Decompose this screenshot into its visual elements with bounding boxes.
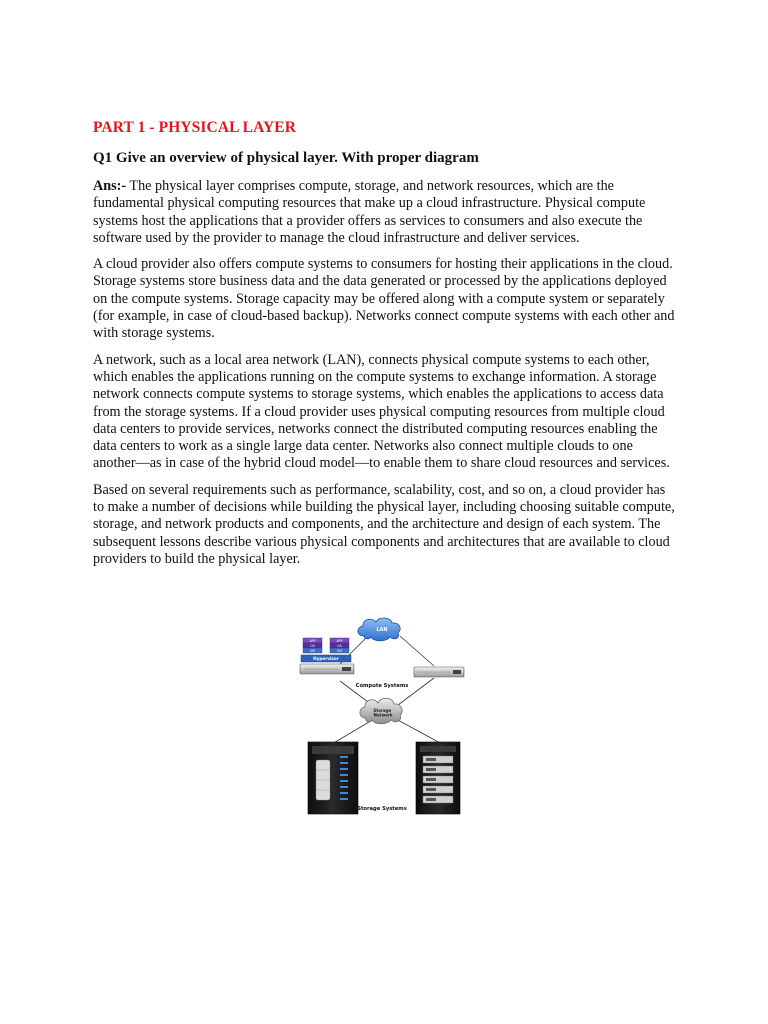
- storage-rack-left: [308, 742, 358, 814]
- vm-os-label-right: OS: [337, 644, 342, 648]
- storage-network-label: Storage Network: [373, 708, 393, 718]
- vm-vm-label-right: VM: [337, 649, 342, 653]
- vm-os-label-left: OS: [310, 644, 315, 648]
- paragraph-2: A cloud provider also offers compute systems to consumers for hosting their applications in the cloud. Storage systems store business data and the data generated or processed by the applications deployed on the compute systems. Storage capacity may be offered along with a compute system or separately (for example, in case of cloud-based backup). Networks connect compute systems with each other and with storage systems.: [93, 256, 675, 342]
- lan-cloud-icon: [358, 618, 400, 641]
- paragraph-3: A network, such as a local area network (LAN), connects physical compute systems to each other, which enables the applications running on the compute systems to exchange information. A storage network connects compute systems to storage systems, which enables the applications to access data from the storage systems. If a cloud provider uses physical computing resources from multiple cloud data centers to provide services, networks connect the distributed computing resources enabling the data centers to work as a single large data center. Networks also connect multiple clouds to one another—as in case of the hybrid cloud model—to enable them to share cloud resources and services.: [93, 351, 670, 472]
- part-heading: PART 1 - PHYSICAL LAYER: [93, 119, 297, 136]
- question-heading: Q1 Give an overview of physical layer. With proper diagram: [93, 150, 479, 166]
- storage-network-cloud-icon: [360, 698, 402, 724]
- answer-text: The physical layer comprises compute, storage, and network resources, which are the fundamental physical computing resources that make up a cloud infrastructure. Physical compute systems host the applications that a provider offers as services to consumers and also execute the software used by the provider to manage the cloud infrastructure and deliver services.: [93, 178, 646, 246]
- vm-vm-label-left: VM: [310, 649, 315, 653]
- document-page: [93, 119, 678, 577]
- paragraph-4: Based on several requirements such as performance, scalability, cost, and so on, a cloud provider has to make a number of decisions while building the physical layer, including choosing suitable compute, storage, and network products and components, and the architecture and design of each system. The subsequent lessons describe various physical components and architectures that are available to cloud providers to build the physical layer.: [93, 481, 675, 567]
- lan-label: LAN: [376, 627, 388, 633]
- compute-server-right: [414, 667, 464, 677]
- hypervisor-label: Hypervisor: [313, 656, 339, 662]
- storage-systems-label: Storage Systems: [357, 806, 407, 812]
- compute-systems-label: Compute Systems: [355, 683, 409, 689]
- answer-paragraph-1: [93, 178, 678, 247]
- vm-app-label-right: APP: [336, 639, 343, 643]
- answer-label: Ans:-: [93, 178, 127, 194]
- compute-server-left: [300, 638, 354, 674]
- physical-layer-diagram: [298, 616, 470, 816]
- vm-right: [330, 638, 349, 653]
- storage-rack-right: [416, 742, 460, 814]
- vm-left: [303, 638, 322, 653]
- vm-app-label-left: APP: [309, 639, 316, 643]
